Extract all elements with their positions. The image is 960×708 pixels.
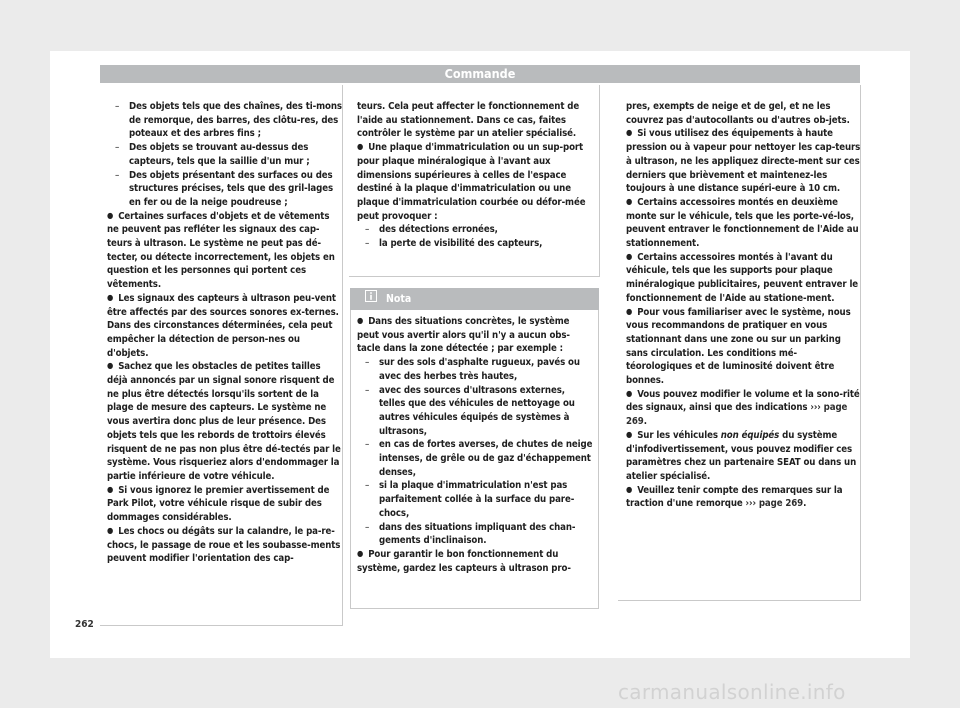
bullet-item: ● Les signaux des capteurs à ultrason peu-vent être affectés par des sources sonores ex-ternes. Dans des circonstances déterminées, cela peut empêcher la détection de person-nes ou d'objets. bbox=[107, 292, 343, 361]
page-link[interactable]: ››› page 269 bbox=[626, 402, 848, 428]
bullet-text: Vous pouvez modifier le volume et la sono-rité des signaux, ainsi que des indications bbox=[626, 388, 860, 414]
bullet-item: ● Si vous ignorez le premier avertissement de Park Pilot, votre véhicule risque de subir des dommages considérables. bbox=[107, 484, 343, 525]
page-link[interactable]: ››› page 269 bbox=[745, 498, 804, 510]
info-icon bbox=[365, 288, 377, 310]
bullet-text: Sur les véhicules bbox=[637, 429, 718, 441]
bullet-text: du système d'infodivertissement, vous pouvez modifier ces paramètres chez un partenaire SEAT ou dans un atelier spécialisé. bbox=[626, 429, 857, 482]
watermark: carmanualsonline.info bbox=[618, 680, 846, 704]
bullet-item: ● Pour garantir le bon fonctionnement du système, gardez les capteurs à ultrason pro- bbox=[357, 548, 593, 575]
nota-title: Nota bbox=[386, 293, 412, 305]
bullet-item: ● Dans des situations concrètes, le système peut vous avertir alors qu'il n'y a aucun obs-tacle dans la zone détectée ; par exemple : bbox=[357, 315, 593, 356]
column-2 bbox=[357, 100, 593, 251]
bullet-item: ● Les chocs ou dégâts sur la calandre, le pa-re-chocs, le passage de roue et les soubasse-ments peuvent modifier l'orientation des cap- bbox=[107, 525, 343, 566]
nota-header bbox=[350, 288, 599, 310]
section-header: Commande bbox=[100, 65, 860, 83]
dash-item: – des détections erronées, bbox=[357, 223, 593, 237]
bullet-item: ● Sachez que les obstacles de petites tailles déjà annoncés par un signal sonore risquent de ne plus être détectés lorsqu'ils sortent de la plage de mesure des capteurs. Le système ne vous avertira donc plus de leur présence. Des objets tels que les rebords de trottoirs élevés risquent de ne pas non plus être dé-tectés par le système. Vous risqueriez alors d'endommager la partie inférieure de votre véhicule. bbox=[107, 360, 343, 483]
dash-item: – Des objets présentant des surfaces ou des structures précises, tels que des gril-lages en fer ou de la neige poudreuse ; bbox=[107, 169, 343, 210]
bullet-item: ● Pour vous familiariser avec le système, nous vous recommandons de pratiquer en vous stationnant dans une zone ou sur un parking sans circulation. Les conditions mé-téorologiques et de luminosité doivent être bonnes. bbox=[626, 306, 862, 388]
bullet-text: Veuillez tenir compte des remarques sur la traction d'une remorque bbox=[626, 484, 843, 510]
bullet-item: ● Une plaque d'immatriculation ou un sup-port pour plaque minéralogique à l'avant aux dimensions supérieures à celles de l'espace destiné à la plaque d'immatriculation ou une plaque d'immatriculation courbée ou défor-mée peut provoquer : bbox=[357, 141, 593, 223]
page-number: 262 bbox=[75, 619, 94, 630]
nota-content bbox=[357, 315, 593, 575]
dash-item: – Des objets tels que des chaînes, des ti-mons de remorque, des barres, des clôtu-res, des poteaux et des arbres fins ; bbox=[107, 100, 343, 141]
paragraph: teurs. Cela peut affecter le fonctionnement de l'aide au stationnement. Dans ce cas, faites contrôler le système par un atelier spécialisé. bbox=[357, 101, 580, 140]
bullet-item bbox=[626, 429, 862, 484]
bullet-item: ● Si vous utilisez des équipements à haute pression ou à vapeur pour nettoyer les cap-teurs à ultrason, ne les appliquez directe-ment sur ces derniers que brièvement et maintenez-les toujours à une distance supéri-eure à 10 cm. bbox=[626, 127, 862, 196]
dash-item: – dans des situations impliquant des chan-gements d'inclinaison. bbox=[357, 521, 593, 548]
dash-item: – sur des sols d'asphalte rugueux, pavés ou avec des herbes très hautes, bbox=[357, 356, 593, 383]
column-3 bbox=[626, 100, 862, 511]
bullet-item: ● Veuillez tenir compte des remarques sur la traction d'une remorque ››› page 269. bbox=[626, 484, 862, 511]
dash-item: – en cas de fortes averses, de chutes de neige intenses, de grêle ou de gaz d'échappement denses, bbox=[357, 438, 593, 479]
paragraph: pres, exempts de neige et de gel, et ne les couvrez pas d'autocollants ou d'autres ob-jets. bbox=[626, 101, 850, 126]
bullet-item: ● Certaines surfaces d'objets et de vêtements ne peuvent pas refléter les signaux des cap-teurs à ultrason. Le système ne peut pas dé-tecter, ou détecte incorrectement, les objets en question et les personnes qui portent ces vêtements. bbox=[107, 210, 343, 292]
dash-item: – si la plaque d'immatriculation n'est pas parfaitement collée à la surface du pare-chocs, bbox=[357, 479, 593, 520]
bullet-item: ● Certains accessoires montés à l'avant du véhicule, tels que les supports pour plaque minéralogique publicitaires, peuvent entraver le fonctionnement de l'Aide au statione-ment. bbox=[626, 251, 862, 306]
dash-item: – la perte de visibilité des capteurs, bbox=[357, 237, 593, 251]
dash-item: – avec des sources d'ultrasons externes, telles que des véhicules de nettoyage ou autres véhicules équipés de systèmes à ultrasons, bbox=[357, 384, 593, 439]
bullet-item: ● Certains accessoires montés en deuxième monte sur le véhicule, tels que les porte-vé-los, peuvent entraver le fonctionnement de l'Aide au stationnement. bbox=[626, 196, 862, 251]
dash-item: – Des objets se trouvant au-dessus des capteurs, tels que la saillie d'un mur ; bbox=[107, 141, 343, 168]
bullet-item: ● Vous pouvez modifier le volume et la sono-rité des signaux, ainsi que des indications ››› page 269. bbox=[626, 388, 862, 429]
column-1 bbox=[107, 100, 343, 566]
emphasis-text: non équipés bbox=[720, 429, 780, 441]
